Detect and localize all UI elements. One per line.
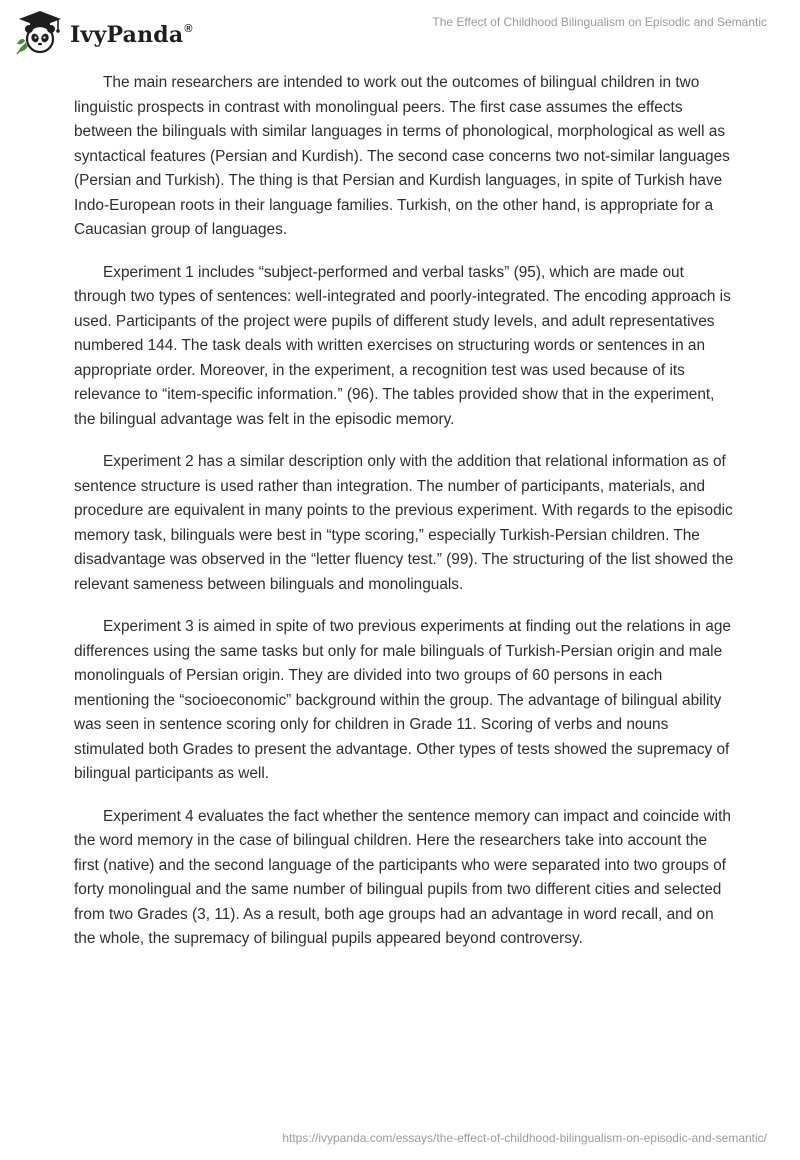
essay-body <box>74 71 734 970</box>
ivypanda-logo[interactable] <box>14 8 193 58</box>
paragraph: Experiment 3 is aimed in spite of two previous experiments at finding out the relations in age differences using the same tasks but only for male bilinguals of Turkish-Persian origin and male monolinguals of Persian origin. They are divided into two groups of 60 persons in each mentioning the “socioeconomic” background within the group. The advantage of bilingual ability was seen in sentence scoring only for children in Grade 11. Scoring of verbs and nouns stimulated both Grades to present the advantage. Other types of tests showed the supremacy of bilingual participants as well. <box>74 618 731 782</box>
paragraph: The main researchers are intended to work out the outcomes of bilingual children in two linguistic prospects in contrast with monolingual peers. The first case assumes the effects between the bilinguals with similar languages in terms of phonological, morphological as well as syntactical features (Persian and Kurdish). The second case concerns two not-similar languages (Persian and Turkish). The thing is that Persian and Kurdish languages, in spite of Turkish have Indo-European roots in their language families. Turkish, on the other hand, is appropriate for a Caucasian group of languages. <box>74 74 730 238</box>
page-header <box>0 0 800 60</box>
logo-text: IvyPanda® <box>70 22 193 48</box>
paragraph: Experiment 4 evaluates the fact whether the sentence memory can impact and coincide with the word memory in the case of bilingual children. Here the researchers take into account the first (native) and the second language of the participants who were separated into two groups of forty monolingual and the same number of bilingual pupils from two different cities and selected from two Grades (3, 11). As a result, both age groups had an advantage in word recall, and on the whole, the supremacy of bilingual pupils appeared beyond controversy. <box>74 807 731 947</box>
registered-mark: ® <box>184 22 193 35</box>
panda-graduation-cap-icon <box>14 8 66 58</box>
paragraph: Experiment 2 has a similar description only with the addition that relational information as of sentence structure is used rather than integration. The number of participants, materials, and procedure are equivalent in many points to the previous experiment. With regards to the episodic memory task, bilinguals were best in “type scoring,” especially Turkish-Persian children. The disadvantage was observed in the “letter fluency test.” (99). The structuring of the list showed the relevant sameness between bilinguals and monolinguals. <box>74 453 734 593</box>
source-url[interactable]: https://ivypanda.com/essays/the-effect-of-childhood-bilingualism-on-episodic-and-semantic/ <box>282 1131 767 1145</box>
paragraph: Experiment 1 includes “subject-performed and verbal tasks” (95), which are made out through two types of sentences: well-integrated and poorly-integrated. The encoding approach is used. Participants of the project were pupils of different study levels, and adult representatives numbered 144. The task deals with written exercises on structuring words or sentences in an appropriate order. Moreover, in the experiment, a recognition test was used because of its relevance to “item-specific information.” (96). The tables provided show that in the experiment, the bilingual advantage was felt in the episodic memory. <box>74 263 731 428</box>
running-title: The Effect of Childhood Bilingualism on Episodic and Semantic <box>432 15 767 29</box>
